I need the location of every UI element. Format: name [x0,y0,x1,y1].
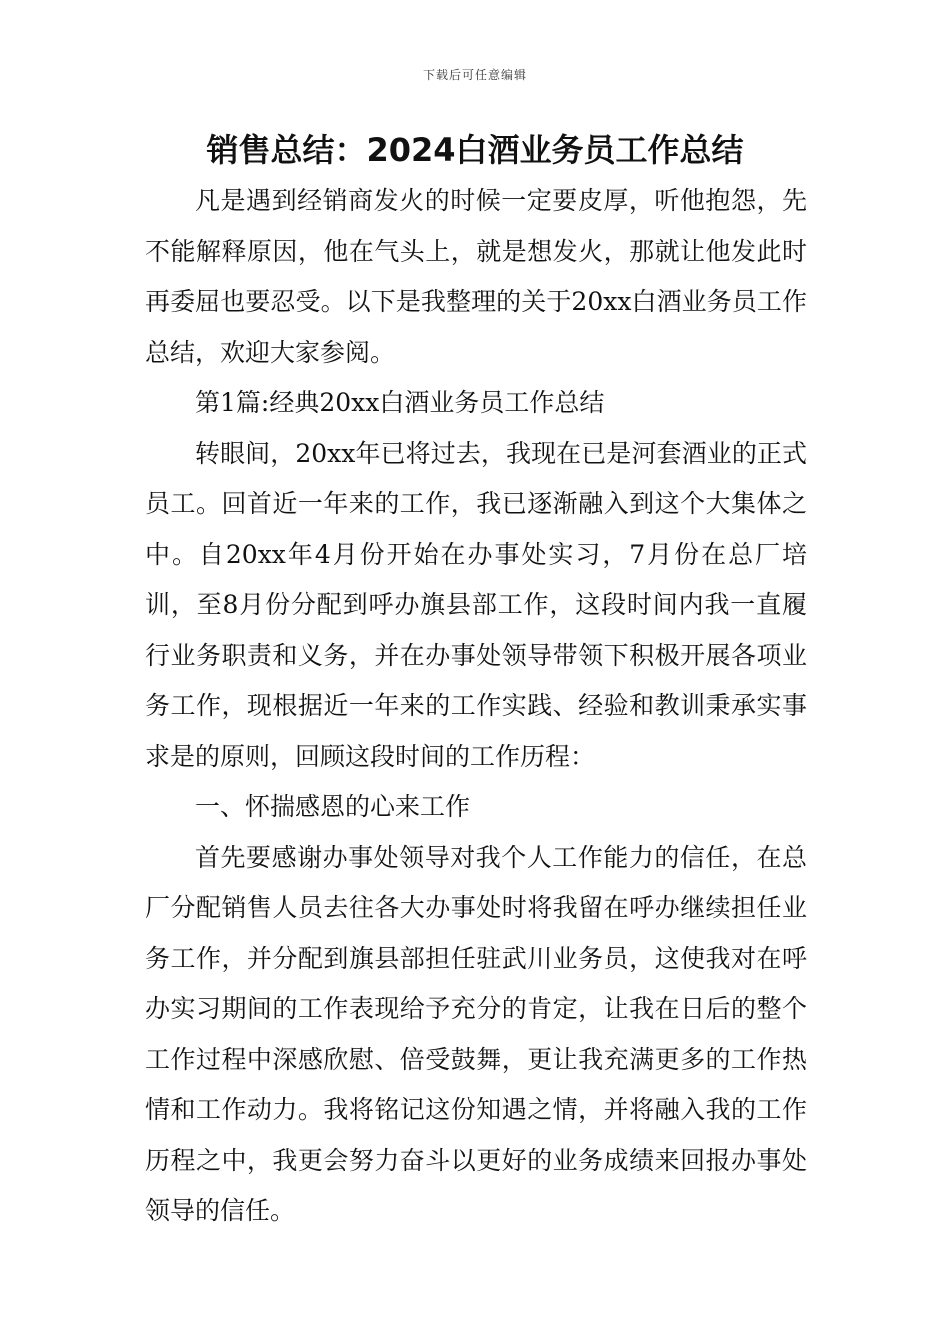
document-body [145,176,807,1237]
paragraph-gratitude: 首先要感谢办事处领导对我个人工作能力的信任，在总厂分配销售人员去往各大办事处时将我留在呼办继续担任业务工作，并分配到旗县部担任驻武川业务员，这使我对在呼办实习期间的工作表现给予充分的肯定，让我在日后的整个工作过程中深感欣慰、倍受鼓舞，更让我充满更多的工作热情和工作动力。我将铭记这份知遇之情，并将融入我的工作历程之中，我更会努力奋斗以更好的业务成绩来回报办事处领导的信任。 [145,842,807,1225]
paragraph-intro: 凡是遇到经销商发火的时候一定要皮厚，听他抱怨，先不能解释原因，他在气头上，就是想发火，那就让他发此时再委屈也要忍受。以下是我整理的关于20xx白酒业务员工作总结，欢迎大家参阅。 [145,186,807,367]
section-heading-gratitude: 一、怀揣感恩的心来工作 [195,792,471,821]
section-heading-article-1: 第1篇:经典20xx白酒业务员工作总结 [195,388,605,417]
paragraph-review: 转眼间，20xx年已将过去，我现在已是河套酒业的正式员工。回首近一年来的工作，我已逐渐融入到这个大集体之中。自20xx年4月份开始在办事处实习，7月份在总厂培训，至8月份分配到呼办旗县部工作，这段时间内我一直履行业务职责和义务，并在办事处领导带领下积极开展各项业务工作，现根据近一年来的工作实践、经验和教训秉承实事求是的原则，回顾这段时间的工作历程： [145,438,807,771]
document-title: 销售总结：2024白酒业务员工作总结 [206,131,744,169]
header-note: 下载后可任意编辑 [422,68,527,82]
